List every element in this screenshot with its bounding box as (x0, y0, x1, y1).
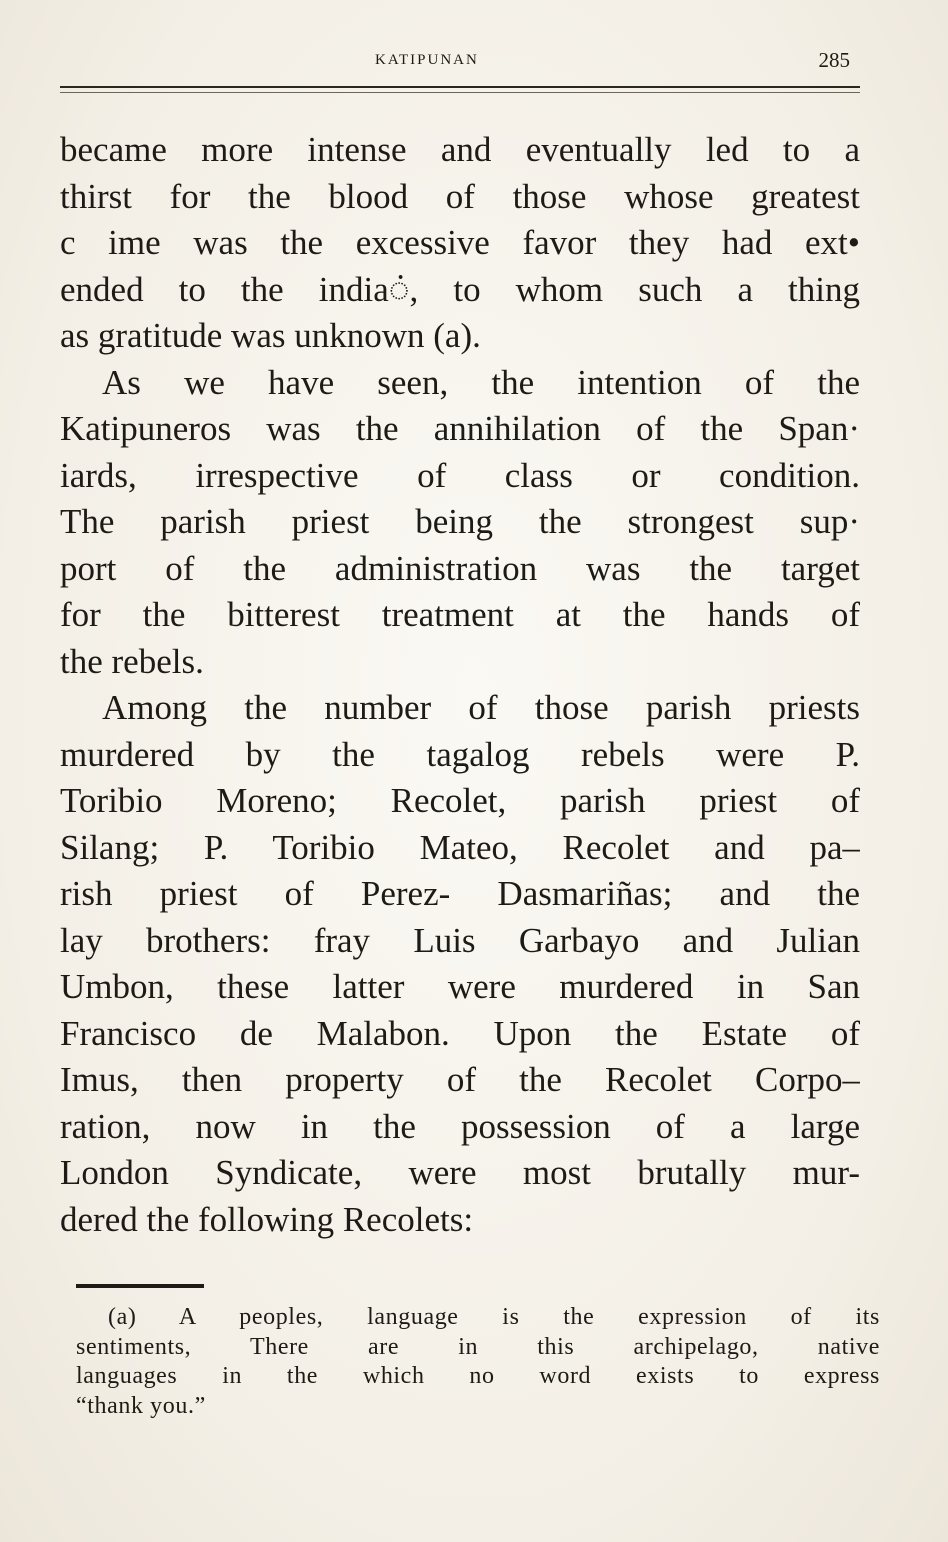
text-line: Toribio Moreno; Recolet, parish priest of (60, 781, 860, 820)
running-head-title: KATIPUNAN (375, 52, 479, 68)
text-line: London Syndicate, were most brutally mur- (60, 1153, 860, 1192)
text-line: port of the administration was the target (60, 548, 860, 588)
text-line: Umbon, these latter were murdered in San (60, 967, 860, 1006)
text-line: ended to the indiaं, to whom such a thing (60, 269, 860, 309)
body-text (60, 127, 860, 1243)
text-line: iards, irrespective of class or condition. (60, 455, 860, 495)
text-line: Katipuneros was the annihilation of the Span· (60, 409, 860, 448)
text-line: ration, now in the possession of a large (60, 1106, 860, 1146)
text-line: As we have seen, the intention of the (102, 362, 860, 402)
header-rule (60, 86, 860, 88)
text-line: murdered by the tagalog rebels were P. (60, 734, 860, 774)
running-head (60, 48, 860, 92)
footnote-rule (76, 1284, 204, 1288)
footnote-line: languages in the which no word exists to express (76, 1363, 880, 1389)
text-line: lay brothers: fray Luis Garbayo and Julian (60, 920, 860, 960)
text-line: Among the number of those parish priests (102, 688, 860, 727)
text-line: The parish priest being the strongest sup· (60, 502, 860, 541)
text-line: dered the following Recolets: (60, 1199, 474, 1239)
text-line: rish priest of Perez- Dasmariñas; and the (60, 874, 860, 913)
header-rule-thin (60, 92, 860, 93)
text-line: became more intense and eventually led to a (60, 130, 860, 169)
text-line: as gratitude was unknown (a). (60, 316, 481, 355)
page-number: 285 (818, 48, 850, 72)
text-line: thirst for the blood of those whose greatest (60, 176, 860, 216)
text-line: c ime was the excessive favor they had ext• (60, 223, 860, 262)
text-line: Imus, then property of the Recolet Corpo– (60, 1060, 860, 1099)
footnote-line: “thank you.” (76, 1392, 206, 1419)
text-line: for the bitterest treatment at the hands of (60, 595, 860, 634)
footnote (76, 1303, 880, 1421)
text-line: Francisco de Malabon. Upon the Estate of (60, 1013, 860, 1053)
footnote-line: (a) A peoples, language is the expression of its (108, 1304, 880, 1330)
text-line: Silang; P. Toribio Mateo, Recolet and pa– (60, 827, 860, 867)
footnote-line: sentiments, There are in this archipelago, native (76, 1333, 880, 1360)
text-line: the rebels. (60, 641, 204, 681)
